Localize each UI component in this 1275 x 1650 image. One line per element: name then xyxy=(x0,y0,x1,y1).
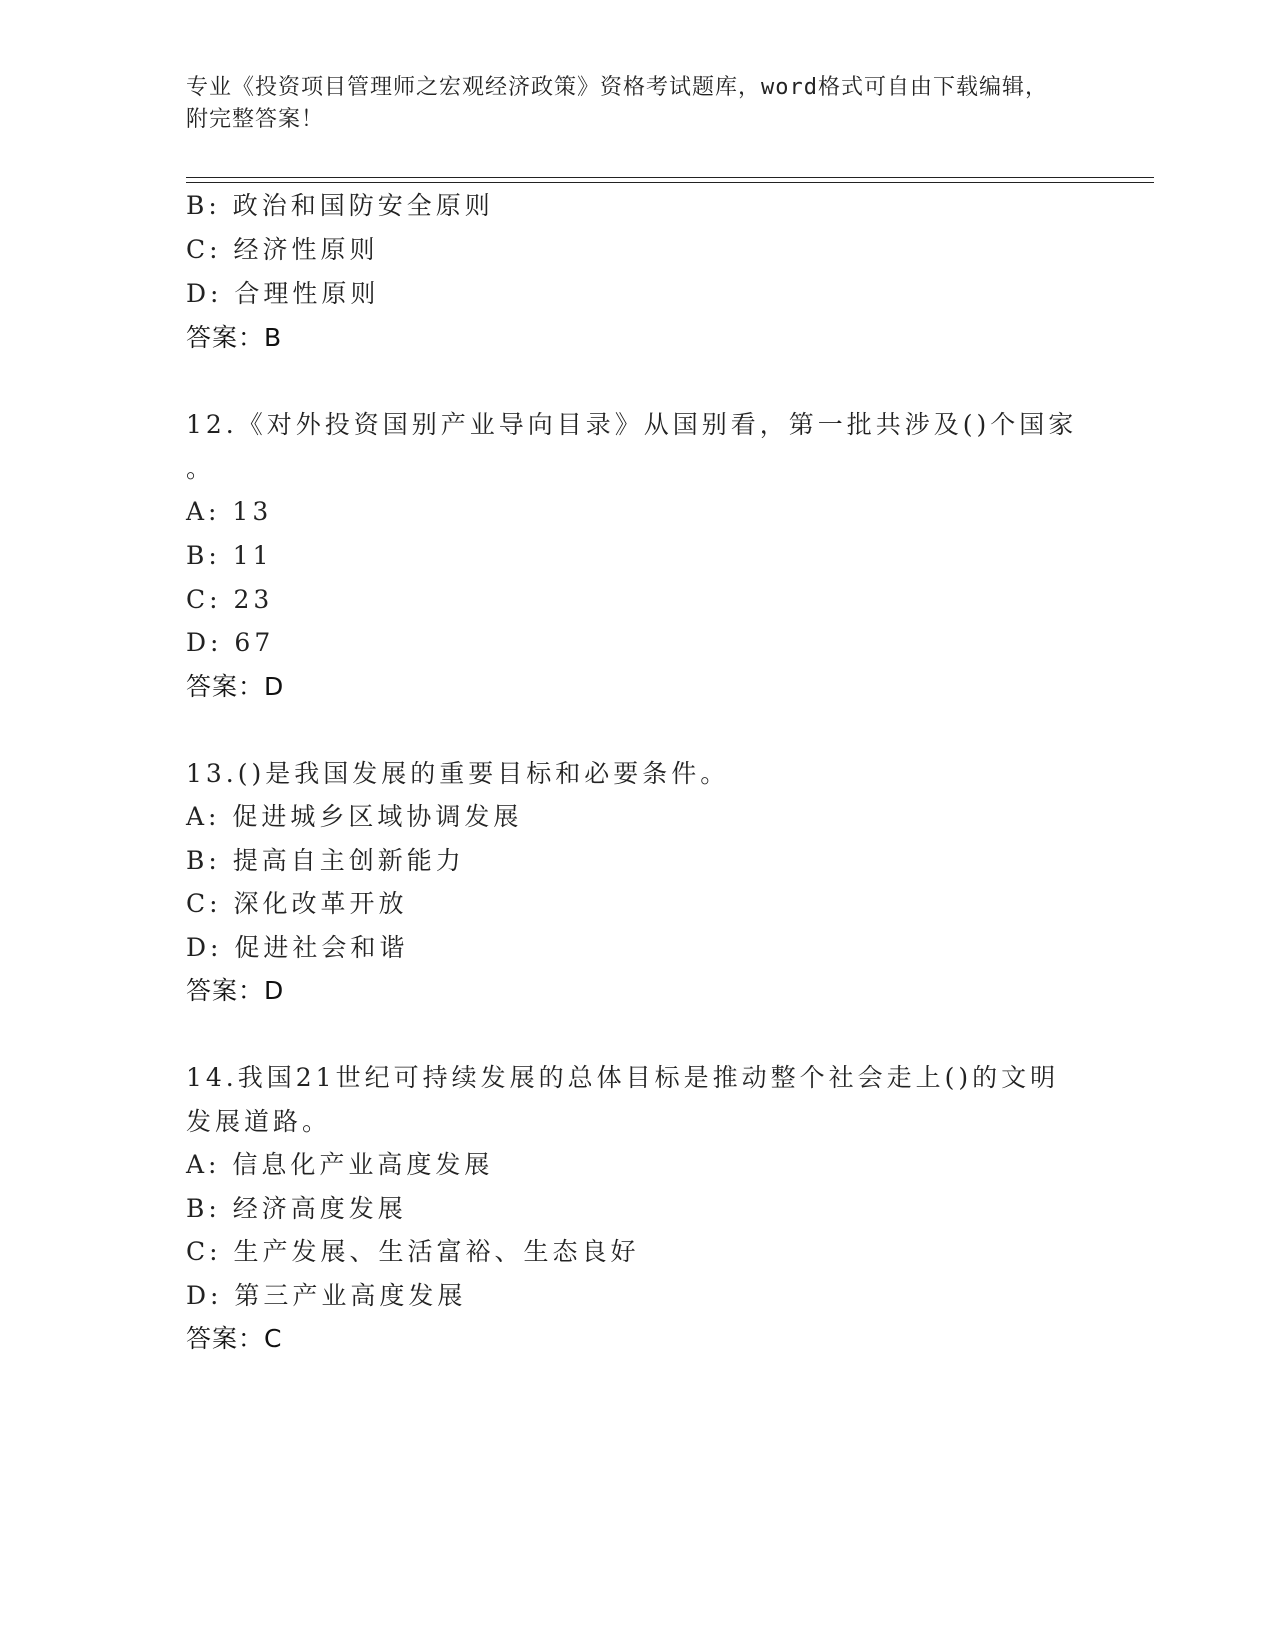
q12-option-a: A: 13 xyxy=(186,497,273,526)
document-header: 专业《投资项目管理师之宏观经济政策》资格考试题库，word格式可自由下载编辑，附完整答案！ xyxy=(186,75,1048,132)
q12-answer: 答案：D xyxy=(186,672,285,701)
q14-option-b: B: 经济高度发展 xyxy=(186,1194,407,1223)
q12-option-d: D: 67 xyxy=(186,628,275,657)
q12-option-b: B: 11 xyxy=(186,541,273,570)
q13-option-d: D: 促进社会和谐 xyxy=(186,933,409,962)
q14-option-d: D: 第三产业高度发展 xyxy=(186,1281,467,1310)
q13-option-b: B: 提高自主创新能力 xyxy=(186,846,465,875)
q11-answer: 答案：B xyxy=(186,323,283,352)
q14-answer: 答案：C xyxy=(186,1324,283,1353)
header-divider-bottom xyxy=(186,182,1154,183)
q12-stem-line2: 。 xyxy=(186,454,216,483)
header-divider-top xyxy=(186,177,1154,178)
q13-answer: 答案：D xyxy=(186,976,285,1005)
q12-stem-line1: 12.《对外投资国别产业导向目录》从国别看，第一批共涉及()个国家 xyxy=(186,410,1078,439)
q11-option-b: B: 政治和国防安全原则 xyxy=(186,191,494,220)
q13-option-c: C: 深化改革开放 xyxy=(186,889,408,918)
q11-option-d: D: 合理性原则 xyxy=(186,279,380,308)
q13-option-a: A: 促进城乡区域协调发展 xyxy=(186,802,523,831)
q14-option-c: C: 生产发展、生活富裕、生态良好 xyxy=(186,1237,640,1266)
q14-option-a: A: 信息化产业高度发展 xyxy=(186,1150,494,1179)
q12-option-c: C: 23 xyxy=(186,585,274,614)
q13-stem: 13.()是我国发展的重要目标和必要条件。 xyxy=(186,759,730,788)
q14-stem-line1: 14.我国21世纪可持续发展的总体目标是推动整个社会走上()的文明 xyxy=(186,1063,1060,1092)
q11-option-c: C: 经济性原则 xyxy=(186,235,379,264)
q14-stem-line2: 发展道路。 xyxy=(186,1107,332,1136)
